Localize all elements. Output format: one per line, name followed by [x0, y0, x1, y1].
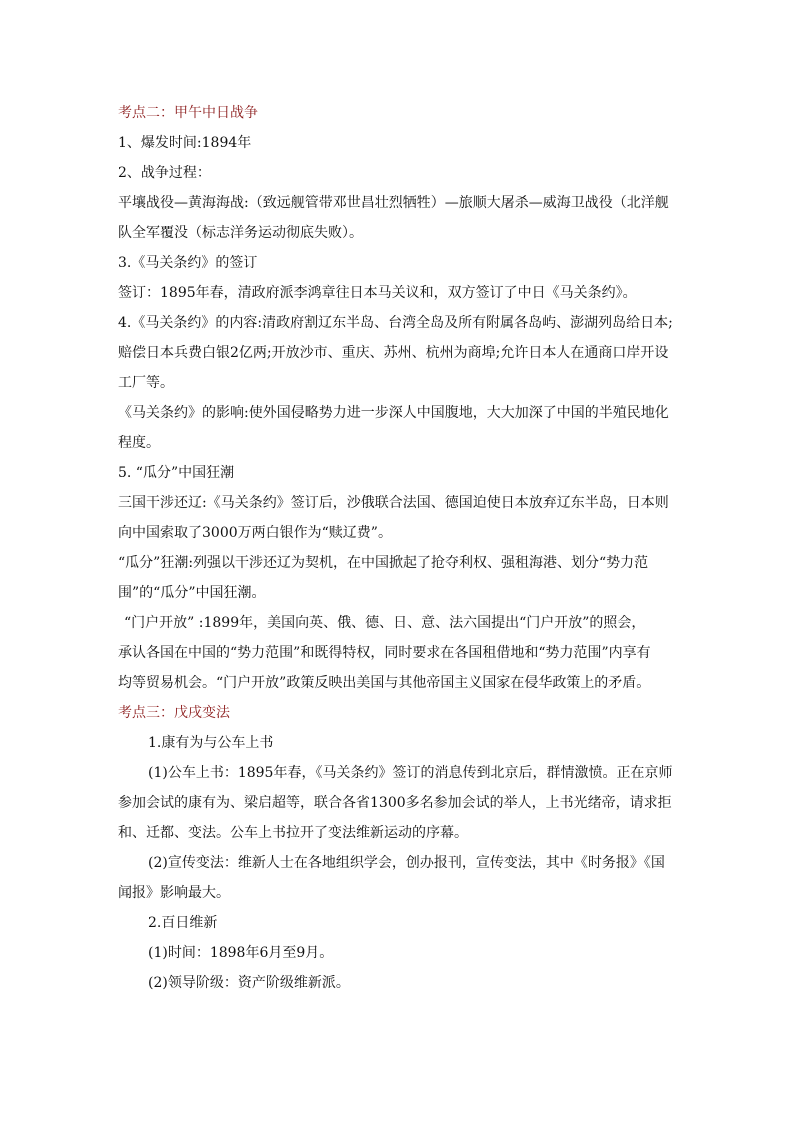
paragraph-line: 赔偿日本兵费白银2亿两;开放沙市、重庆、苏州、杭州为商埠;允许日本人在通商口岸开设 [118, 345, 669, 361]
paragraph-line: 队全军覆没（标志洋务运动彻底失败）。 [118, 225, 363, 241]
paragraph-line: 和、迁都、变法。公车上书拉开了变法维新运动的序幕。 [118, 825, 468, 841]
paragraph-line: 平壤战役—黄海海战:（致远舰管带邓世昌壮烈牺牲）—旅顺大屠杀—威海卫战役（北洋舰 [118, 195, 669, 211]
paragraph-line: 《马关条约》的影响:使外国侵略势力进一步深人中国腹地，大大加深了中国的半殖民地化 [118, 405, 669, 421]
paragraph-line: 向中国索取了3000万两白银作为“赎辽费”。 [118, 525, 392, 541]
paragraph-line: “门户开放” :1899年，美国向英、俄、德、日、意、法六国提出“门户开放”的照会， [124, 615, 646, 631]
paragraph-line: 均等贸易机会。“门户开放”政策反映出美国与其他帝国主义国家在侵华政策上的矛盾。 [118, 675, 651, 691]
paragraph-line: (2)宣传变法：维新人士在各地组织学会，创办报刊，宣传变法，其中《时务报》《国 [148, 855, 665, 871]
paragraph-line: (2)领导阶级：资产阶级维新派。 [148, 975, 350, 991]
paragraph-line: 程度。 [118, 435, 160, 451]
paragraph-line: 签订：1895年春，清政府派李鸿章往日本马关议和，双方签订了中日《马关条约》。 [118, 285, 637, 301]
document-body [118, 98, 684, 998]
paragraph-line: 闻报》影响最大。 [118, 885, 230, 901]
paragraph-line: 围”的“瓜分”中国狂潮。 [118, 585, 266, 601]
paragraph-line: 承认各国在中国的“势力范围”和既得特权，同时要求在各国租借地和“势力范围”内享有 [118, 645, 651, 661]
paragraph-line: 3.《马关条约》的签订 [118, 255, 258, 271]
paragraph-line: 1.康有为与公车上书 [148, 735, 274, 751]
paragraph-line: (1)公车上书：1895年春，《马关条约》签订的消息传到北京后，群情激愤。正在京师 [148, 765, 673, 781]
paragraph-line: “瓜分”狂潮:列强以干涉还辽为契机，在中国掀起了抢夺利权、强租海港、划分“势力范 [118, 555, 649, 571]
paragraph-line: 三国干涉还辽:《马关条约》签订后，沙俄联合法国、德国迫使日本放弃辽东半岛，日本则 [118, 495, 669, 511]
section-heading-wuxu-reform: 考点三：戊戌变法 [118, 705, 230, 721]
paragraph-line: 工厂等。 [118, 375, 174, 391]
paragraph-line: 2、战争过程： [118, 165, 211, 181]
paragraph-line: 5. “瓜分”中国狂潮 [118, 465, 235, 481]
paragraph-line: 参加会试的康有为、梁启超等，联合各省1300多名参加会试的举人，上书光绪帝，请求拒 [118, 795, 672, 811]
paragraph-line: 2.百日维新 [148, 915, 218, 931]
paragraph-line: (1)时间：1898年6月至9月。 [148, 945, 334, 961]
section-heading-jiawu-war: 考点二：甲午中日战争 [118, 105, 258, 121]
paragraph-line: 1、爆发时间:1894年 [118, 135, 252, 151]
paragraph-line: 4.《马关条约》的内容:清政府割辽东半岛、台湾全岛及所有附属各岛屿、澎湖列岛给日本; [118, 315, 673, 331]
